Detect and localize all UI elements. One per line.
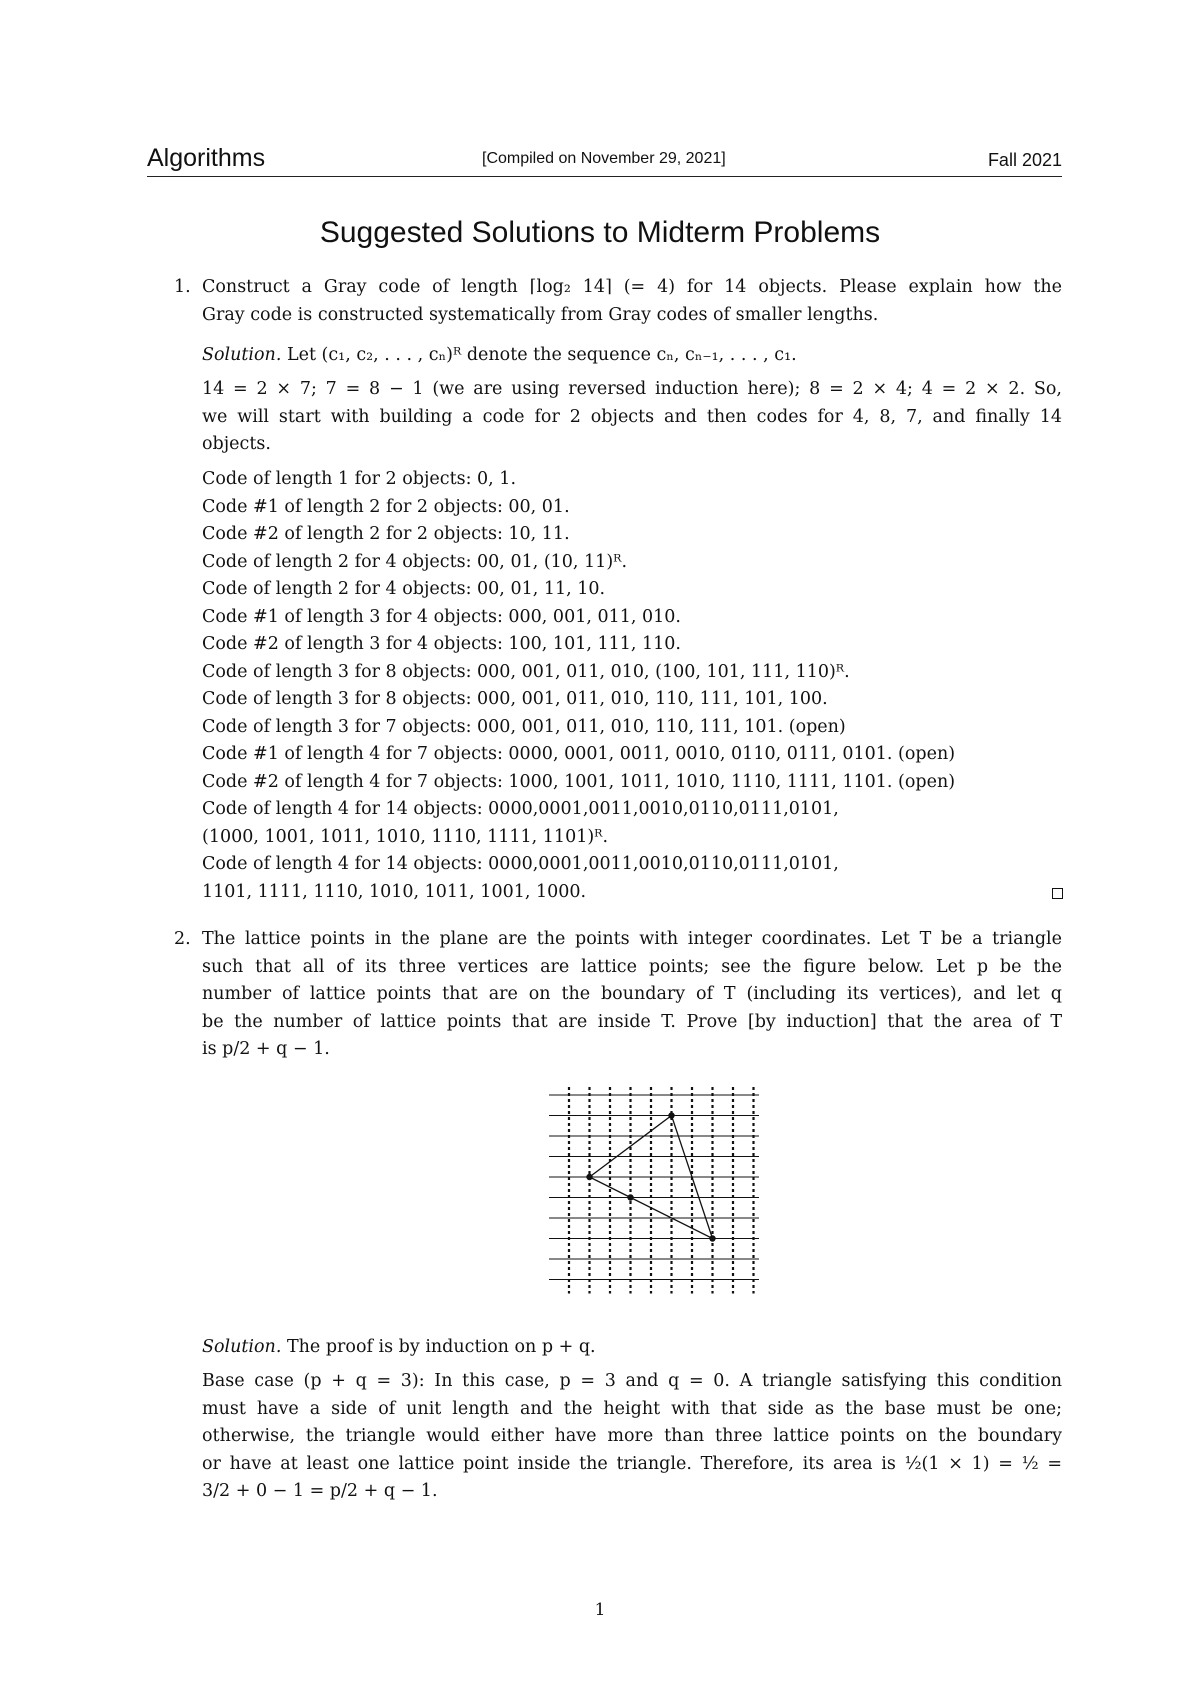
statement-line: number of lattice points that are on the boundary of T (including its vertices), and let q bbox=[202, 984, 1062, 1004]
code-line: Code #1 of length 4 for 7 objects: 0000, 0001, 0011, 0010, 0110, 0111, 0101. (open) bbox=[202, 744, 956, 764]
problem-1-statement bbox=[202, 274, 1062, 329]
code-line: Code of length 3 for 8 objects: 000, 001, 011, 010, 110, 111, 101, 100. bbox=[202, 689, 828, 709]
base-case-line: 3/2 + 0 − 1 = p/2 + q − 1. bbox=[202, 1481, 438, 1501]
code-line: Code #2 of length 3 for 4 objects: 100, 101, 111, 110. bbox=[202, 634, 681, 654]
base-case-line: or have at least one lattice point inside the triangle. Therefore, its area is ½(1 × 1) = ½ = bbox=[202, 1453, 1062, 1474]
base-case-line: Base case (p + q = 3): In this case, p = 3 and q = 0. A triangle satisfying this condition bbox=[202, 1371, 1062, 1391]
statement-line: such that all of its three vertices are lattice points; see the figure below. Let p be the bbox=[202, 956, 1062, 977]
explanation-line: 14 = 2 × 7; 7 = 8 − 1 (we are using reversed induction here); 8 = 2 × 4; 4 = 2 × 2. So, bbox=[202, 379, 1062, 399]
term-label: Fall 2021 bbox=[987, 150, 1062, 170]
lattice-point bbox=[709, 1235, 715, 1241]
problem-1-number: 1. bbox=[174, 277, 191, 297]
problem-2-number: 2. bbox=[174, 929, 191, 949]
code-line: Code #1 of length 2 for 2 objects: 00, 01. bbox=[202, 496, 570, 517]
problem-2-solution bbox=[202, 1334, 1062, 1362]
running-header bbox=[147, 144, 1062, 177]
code-line: Code #2 of length 4 for 7 objects: 1000, 1001, 1011, 1010, 1110, 1111, 1101. (open) bbox=[202, 771, 956, 792]
code-line: Code of length 4 for 14 objects: 0000,0001,0011,0010,0110,0111,0101, bbox=[202, 854, 839, 874]
code-line: Code of length 3 for 7 objects: 000, 001, 011, 010, 110, 111, 101. (open) bbox=[202, 716, 846, 737]
course-title: Algorithms bbox=[147, 144, 266, 172]
base-case-line: otherwise, the triangle would either have more than three lattice points on the boundary bbox=[202, 1426, 1062, 1446]
compile-date: [Compiled on November 29, 2021] bbox=[482, 150, 726, 167]
code-line: Code of length 3 for 8 objects: 000, 001, 011, 010, (100, 101, 111, 110)ᴿ. bbox=[202, 661, 850, 682]
explanation-line: we will start with building a code for 2 objects and then codes for 4, 8, 7, and finally 14 bbox=[202, 406, 1062, 427]
code-line: Code of length 4 for 14 objects: 0000,0001,0011,0010,0110,0111,0101, bbox=[202, 799, 839, 819]
statement-line: The lattice points in the plane are the points with integer coordinates. Let T be a triangle bbox=[202, 929, 1062, 949]
statement-line: Construct a Gray code of length ⌈log₂ 14⌉ (= 4) for 14 objects. Please explain how the bbox=[202, 277, 1062, 297]
base-case-line: must have a side of unit length and the height with that side as the base must be one; bbox=[202, 1398, 1062, 1419]
lattice-point bbox=[668, 1112, 674, 1118]
gray-code-list bbox=[202, 466, 1062, 906]
statement-line: be the number of lattice points that are inside T. Prove [by induction] that the area of T bbox=[202, 1011, 1062, 1032]
code-line: Code #1 of length 3 for 4 objects: 000, 001, 011, 010. bbox=[202, 606, 681, 627]
problem-1-solution bbox=[202, 342, 1062, 370]
page-number: 1 bbox=[594, 1600, 606, 1620]
statement-line: is p/2 + q − 1. bbox=[202, 1039, 330, 1059]
code-line: Code of length 1 for 2 objects: 0, 1. bbox=[202, 469, 517, 489]
lattice-point bbox=[586, 1174, 592, 1180]
code-line: Code of length 2 for 4 objects: 00, 01, (10, 11)ᴿ. bbox=[202, 551, 628, 572]
base-case bbox=[202, 1368, 1062, 1506]
statement-line: Gray code is constructed systematically from Gray codes of smaller lengths. bbox=[202, 304, 879, 325]
explanation-line: objects. bbox=[202, 434, 271, 454]
solution-label: Solution. bbox=[202, 345, 282, 365]
code-line: (1000, 1001, 1011, 1010, 1110, 1111, 1101)ᴿ. bbox=[202, 826, 609, 847]
problem-1-explanation bbox=[202, 376, 1062, 459]
code-line: 1101, 1111, 1110, 1010, 1011, 1001, 1000. bbox=[202, 881, 587, 902]
solution-intro: The proof is by induction on p + q. bbox=[286, 1337, 596, 1357]
lattice-point bbox=[627, 1194, 633, 1200]
qed-box bbox=[1052, 888, 1063, 899]
document-title: Suggested Solutions to Midterm Problems bbox=[319, 216, 881, 249]
solution-intro: Let (c₁, c₂, . . . , cₙ)ᴿ denote the sequence cₙ, cₙ₋₁, . . . , c₁. bbox=[286, 345, 797, 365]
problem-2-statement bbox=[202, 926, 1062, 1064]
code-line: Code #2 of length 2 for 2 objects: 10, 11. bbox=[202, 524, 570, 544]
code-line: Code of length 2 for 4 objects: 00, 01, 11, 10. bbox=[202, 579, 606, 599]
solution-label: Solution. bbox=[202, 1337, 282, 1357]
lattice-triangle-figure bbox=[549, 1083, 759, 1303]
